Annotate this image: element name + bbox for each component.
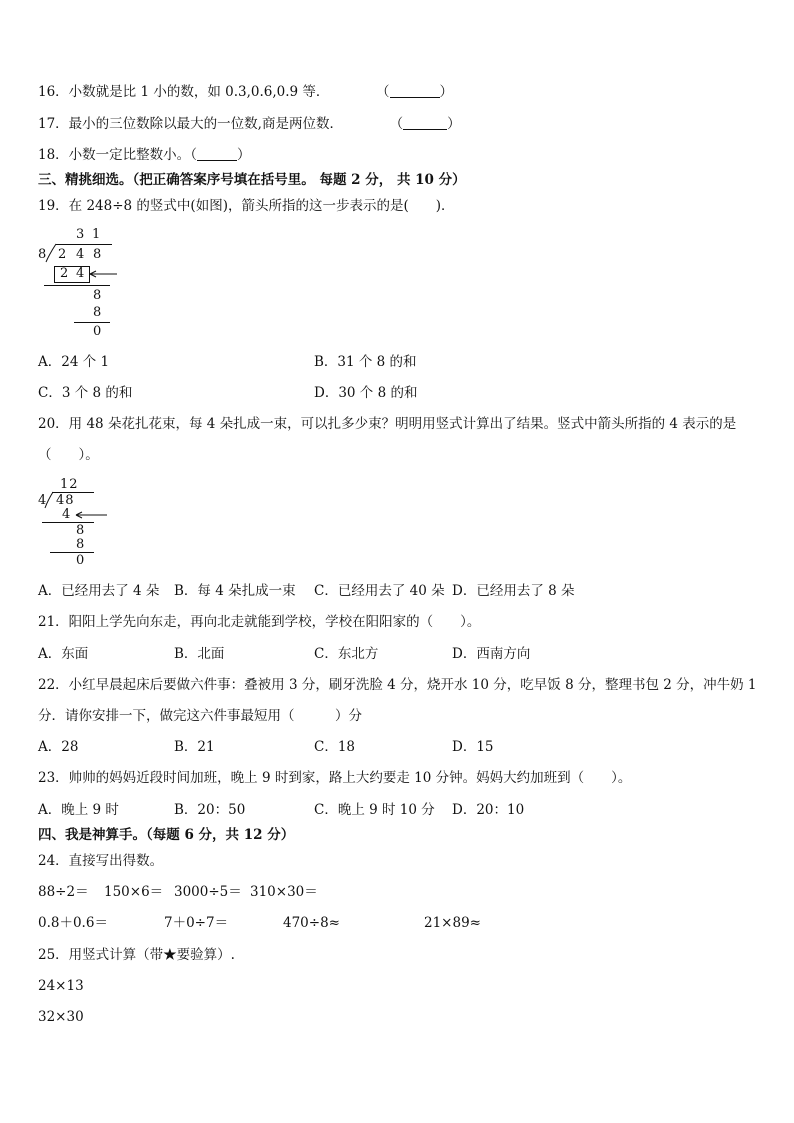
option-a[interactable]: A．已经用去了 4 朵 (38, 583, 160, 599)
option-b[interactable]: B．北面 (174, 646, 225, 662)
option-b[interactable]: B．31 个 8 的和 (314, 354, 417, 370)
option-b[interactable]: B．21 (174, 739, 215, 755)
long-division-19: 3 1 8 2 4 8 2 4 8 8 0 (30, 222, 130, 342)
question-22-text: 22．小红早晨起床后要做六件事：叠被用 3 分，刷牙洗脸 4 分，烧开水 10 分，吃早饭 8 分，整理书包 2 分，冲牛奶 1 (38, 677, 757, 693)
arrow-left-icon (74, 510, 108, 520)
question-20-text-cont: （ ）。 (38, 447, 99, 463)
option-b[interactable]: B．20：50 (174, 802, 246, 818)
question-18-text: 18．小数一定比整数小。 (38, 147, 191, 163)
answer-blank[interactable] (197, 148, 237, 161)
option-a[interactable]: A．东面 (38, 646, 89, 662)
section-4-heading: 四、我是神算手。（每题 6 分，共 12 分） (38, 827, 295, 843)
option-c[interactable]: C．18 (314, 739, 356, 755)
question-24-text: 24．直接写出得数。 (38, 853, 164, 869)
option-a[interactable]: A．28 (38, 739, 79, 755)
calc-item: 470÷8≈ (283, 915, 340, 931)
option-c[interactable]: C．3 个 8 的和 (38, 385, 133, 401)
answer-blank[interactable] (390, 85, 440, 98)
question-17: 17．最小的三位数除以最大的一位数,商是两位数． （ ） (38, 116, 461, 132)
option-d[interactable]: D．20：10 (452, 802, 525, 818)
question-19-text: 19．在 248÷8 的竖式中(如图)，箭头所指的这一步表示的是( )． (38, 198, 455, 214)
question-16: 16．小数就是比 1 小的数，如 0.3,0.6,0.9 等． （ ） (38, 84, 454, 100)
question-18: 18．小数一定比整数小。（ ） (38, 147, 251, 163)
calc-item: 88÷2＝ (38, 884, 89, 900)
calc-item: 21×89≈ (424, 915, 481, 931)
section-3-heading: 三、精挑细选。（把正确答案序号填在括号里。 每题 2 分， 共 10 分） (38, 172, 466, 188)
calc-item: 32×30 (38, 1009, 84, 1025)
calc-item: 24×13 (38, 978, 84, 994)
option-b[interactable]: B．每 4 朵扎成一束 (174, 583, 296, 599)
option-d[interactable]: D．已经用去了 8 朵 (452, 583, 575, 599)
arrow-left-icon (88, 269, 118, 279)
question-21-text: 21．阳阳上学先向东走，再向北走就能到学校，学校在阳阳家的（ ）。 (38, 614, 481, 630)
option-c[interactable]: C．晚上 9 时 10 分 (314, 802, 435, 818)
question-25-text: 25．用竖式计算（带★要验算）. (38, 947, 235, 963)
division-bracket (44, 491, 54, 509)
option-a[interactable]: A．24 个 1 (38, 354, 110, 370)
question-16-text: 16．小数就是比 1 小的数，如 0.3,0.6,0.9 等． (38, 84, 330, 100)
calc-item: 7＋0÷7＝ (164, 915, 229, 931)
option-c[interactable]: C．东北方 (314, 646, 379, 662)
question-20-text: 20．用 48 朵花扎花束，每 4 朵扎成一束，可以扎多少束？明明用竖式计算出了结果。竖式中箭头所指的 4 表示的是 (38, 416, 737, 432)
long-division-20: 12 4 48 4 8 8 0 (30, 474, 120, 574)
calc-item: 150×6＝ (104, 884, 164, 900)
division-bracket (45, 243, 57, 263)
question-23-text: 23．帅帅的妈妈近段时间加班，晚上 9 时到家，路上大约要走 10 分钟。妈妈大约加班到（ ）。 (38, 770, 632, 786)
option-a[interactable]: A．晚上 9 时 (38, 802, 119, 818)
option-c[interactable]: C．已经用去了 40 朵 (314, 583, 445, 599)
question-17-text: 17．最小的三位数除以最大的一位数,商是两位数． (38, 116, 343, 132)
answer-blank[interactable] (403, 117, 447, 130)
calc-item: 3000÷5＝ (174, 884, 242, 900)
option-d[interactable]: D．西南方向 (452, 646, 531, 662)
option-d[interactable]: D．30 个 8 的和 (314, 385, 418, 401)
question-22-text-cont: 分．请你安排一下，做完这六件事最短用（ ）分 (38, 708, 362, 724)
calc-item: 0.8＋0.6＝ (38, 915, 108, 931)
calc-item: 310×30＝ (250, 884, 318, 900)
option-d[interactable]: D．15 (452, 739, 494, 755)
